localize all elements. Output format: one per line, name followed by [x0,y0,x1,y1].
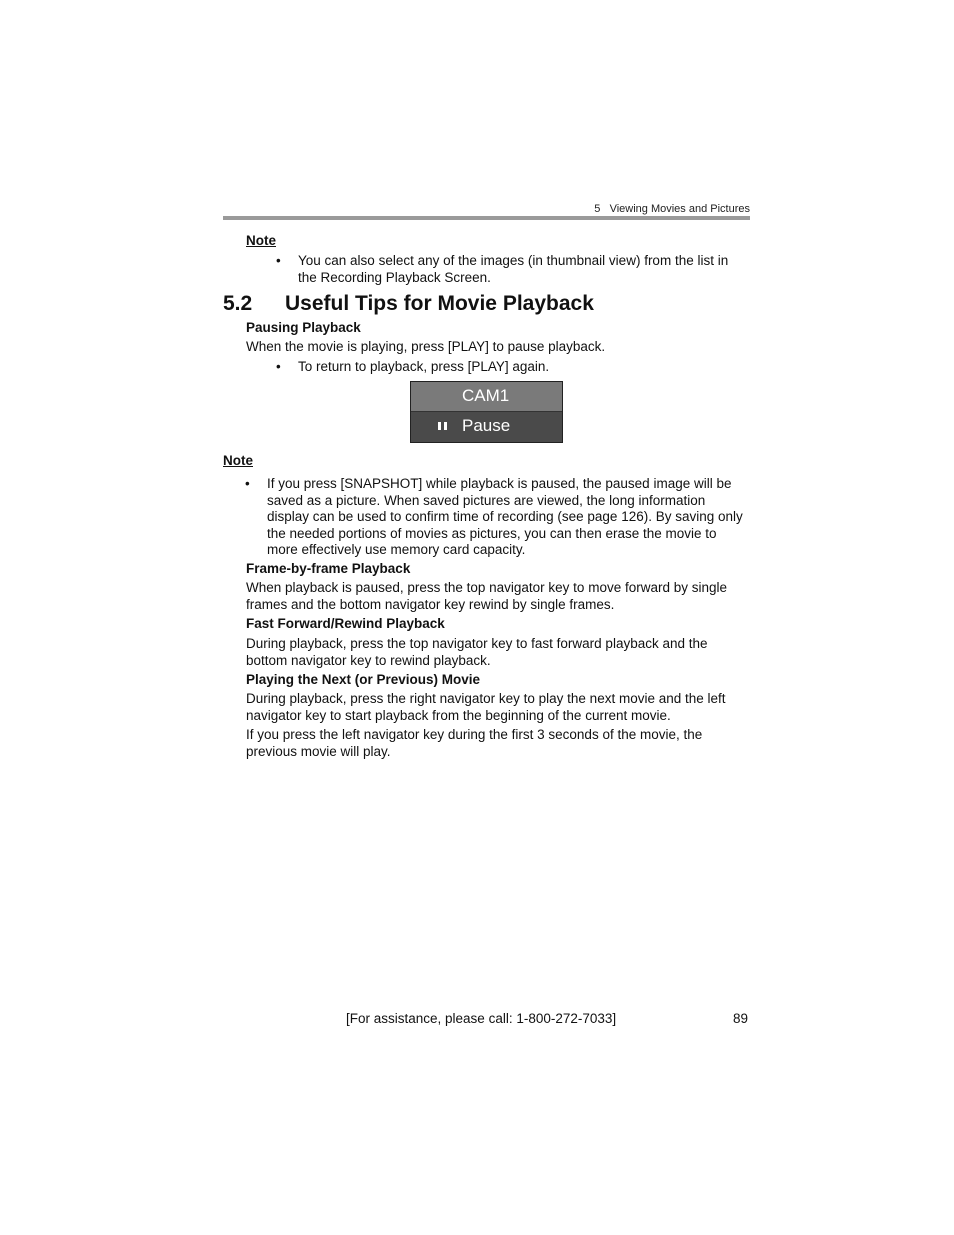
note2-text [267,476,743,559]
header-rule [223,216,750,220]
text-line: display can be used to confirm time of recording (see page 126). By saving only [267,509,743,524]
pause-icon [438,422,447,430]
note1-text [298,253,728,286]
assistance-footer: [For assistance, please call: 1-800-272-7033] [346,1011,617,1026]
text-line: frames and the bottom navigator key rewind by single frames. [246,596,615,612]
text-line: If you press [SNAPSHOT] while playback is paused, the paused image will be [267,476,732,491]
text-line: the needed portions of movies as pictures, you can then erase the movie to [267,525,717,541]
text-line: more effectively use memory card capacity. [267,542,526,557]
bullet-icon: • [276,253,281,268]
text-line: If you press the left navigator key during the first 3 seconds of the movie, the [246,727,703,742]
fast-heading: Fast Forward/Rewind Playback [246,616,445,631]
bullet-icon: • [245,476,250,491]
pausing-bullet-text: To return to playback, press [PLAY] again. [298,359,550,374]
text-line: You can also select any of the images (in thumbnail view) from the list in [298,253,729,268]
lcd-status-row [411,412,562,442]
next-heading: Playing the Next (or Previous) Movie [246,672,481,687]
lcd-camera-row [411,382,562,412]
bullet-icon: • [276,359,281,374]
frame-text [246,580,727,613]
lcd-camera-label: CAM1 [462,386,510,405]
text-line: During playback, press the right navigator key to play the next movie and the left [246,691,726,706]
chapter-title: Viewing Movies and Pictures [609,203,750,215]
page-number: 89 [733,1011,749,1026]
fast-text [246,636,708,669]
note-label: Note [246,233,276,248]
pausing-text: When the movie is playing, press [PLAY] to pause playback. [246,339,606,354]
note-label: Note [223,453,253,468]
running-header [560,203,750,215]
section-heading: Useful Tips for Movie Playback [285,292,594,315]
text-line: During playback, press the top navigator key to fast forward playback and the [246,636,708,651]
frame-heading: Frame-by-frame Playback [246,561,411,576]
text-line: saved as a picture. When saved pictures are viewed, the long information [267,492,706,508]
text-line: navigator key to start playback from the beginning of the current movie. [246,707,671,723]
text-line: the Recording Playback Screen. [298,269,491,285]
section-number: 5.2 [223,292,253,315]
lcd-display [410,381,563,443]
pausing-heading: Pausing Playback [246,320,361,335]
chapter-number: 5 [594,203,601,215]
text-line: previous movie will play. [246,743,391,759]
text-line: bottom navigator key to rewind playback. [246,652,491,668]
lcd-status-label: Pause [462,416,511,435]
text-line: When playback is paused, press the top navigator key to move forward by single [246,580,728,595]
section-title [223,292,594,316]
next-text [246,691,726,724]
next-text-2 [246,727,702,760]
